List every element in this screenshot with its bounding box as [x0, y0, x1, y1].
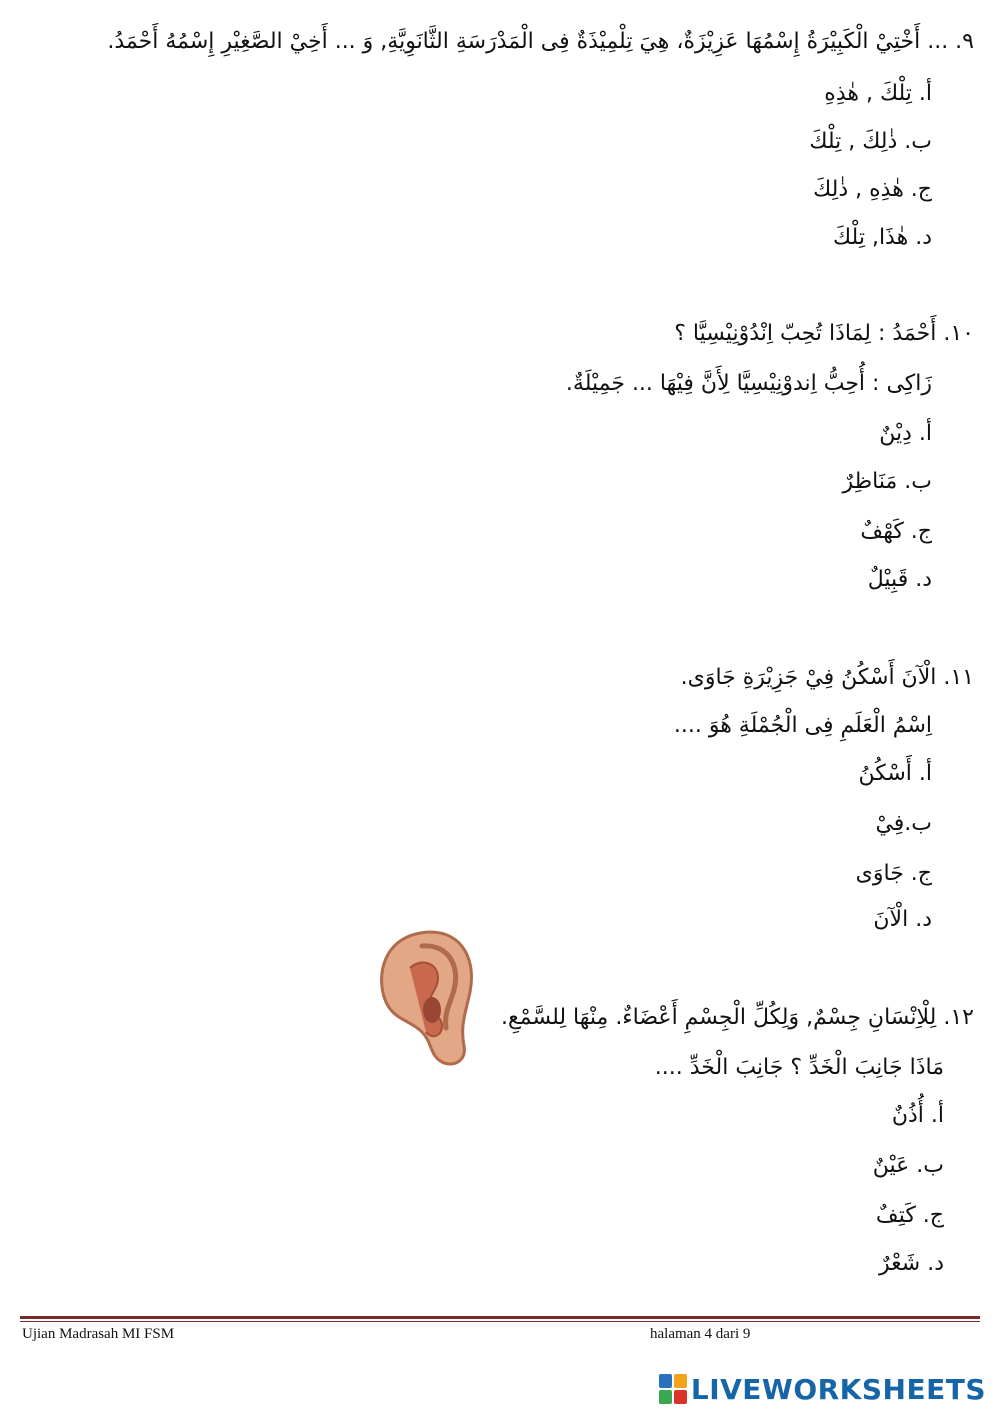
footer-page-number: halaman 4 dari 9	[650, 1326, 751, 1342]
question-11-stem: ١١. الْآنَ أَسْكُنُ فِيْ جَزِيْرَةِ جَاوَى.	[680, 665, 974, 690]
footer-rule-thin	[20, 1321, 980, 1322]
question-9-option-a[interactable]: أ. تِلْكَ , هٰذِهِ	[824, 81, 932, 106]
question-10-option-d[interactable]: د. قَبِيْلٌ	[867, 567, 932, 592]
question-10-option-b[interactable]: ب. مَنَاظِرٌ	[842, 469, 932, 494]
question-10-option-a[interactable]: أ. دِيْنٌ	[879, 421, 932, 446]
question-9-option-d[interactable]: د. هٰذَا, تِلْكَ	[833, 225, 932, 250]
question-11-option-a[interactable]: أ. أَسْكُنُ	[858, 761, 932, 786]
question-10-stem: ١٠. أَحْمَدُ : لِمَاذَا تُحِبّ اِنْدُوْنِيْسِيَّا ؟	[674, 321, 974, 346]
question-9-option-b[interactable]: ب. ذٰلِكَ , تِلْكَ	[809, 129, 932, 154]
question-12-option-c[interactable]: ج. كَتِفٌ	[875, 1203, 944, 1228]
liveworksheets-brand[interactable]	[659, 1372, 986, 1406]
footer-exam-name: Ujian Madrasah MI FSM	[22, 1326, 175, 1342]
footer-rule-thick	[20, 1316, 980, 1319]
logo-square-3	[659, 1390, 672, 1404]
question-11-option-b[interactable]: ب.فِيْ	[875, 811, 932, 836]
question-12-sub: مَاذَا جَانِبَ الْخَدِّ ؟ جَانِبَ الْخَدِّ ....	[654, 1055, 944, 1080]
ear-icon	[372, 928, 482, 1070]
question-10-sub: زَاكِى : أُحِبُّ اِندوْنِيْسِيَّا لِأَنَّ فِيْهَا ... جَمِيْلَةٌ.	[565, 371, 932, 396]
logo-square-2	[674, 1374, 687, 1388]
question-9-option-c[interactable]: ج. هٰذِهِ , ذٰلِكَ	[813, 177, 932, 202]
question-12-option-b[interactable]: ب. عَيْنٌ	[872, 1153, 944, 1178]
brand-text: LIVEWORKSHEETS	[690, 1372, 986, 1406]
logo-square-1	[659, 1374, 672, 1388]
question-10-option-c[interactable]: ج. كَهْفٌ	[860, 519, 932, 544]
question-9-stem: ٩. ... أَخْتِيْ الْكَبِيْرَةُ إِسْمُهَا عَزِيْزَةٌ، هِيَ تِلْمِيْذَةٌ فِى الْمَدْرَسَةِ الثَّانَوِيَّةِ, وَ ... أَخِيْ الصَّغِيْرِ إِسْمُهُ أَحْمَدُ.	[107, 29, 974, 54]
logo-square-4	[674, 1390, 687, 1404]
question-12-option-d[interactable]: د. شَعْرٌ	[879, 1251, 944, 1276]
liveworksheets-logo-icon	[659, 1374, 687, 1404]
question-11-sub: اِسْمُ الْعَلَمِ فِى الْجُمْلَةِ هُوَ ....	[673, 713, 932, 738]
question-11-option-d[interactable]: د. الْآنَ	[873, 907, 932, 932]
question-11-option-c[interactable]: ج. جَاوَى	[855, 861, 932, 886]
question-12-stem: ١٢. لِلْاِنْسَانِ جِسْمٌ, وَلِكُلِّ الْجِسْمِ أَعْضَاءٌ. مِنْهَا لِلسَّمْعِ.	[501, 1005, 974, 1030]
question-12-option-a[interactable]: أ. أُذُنٌ	[891, 1103, 944, 1128]
